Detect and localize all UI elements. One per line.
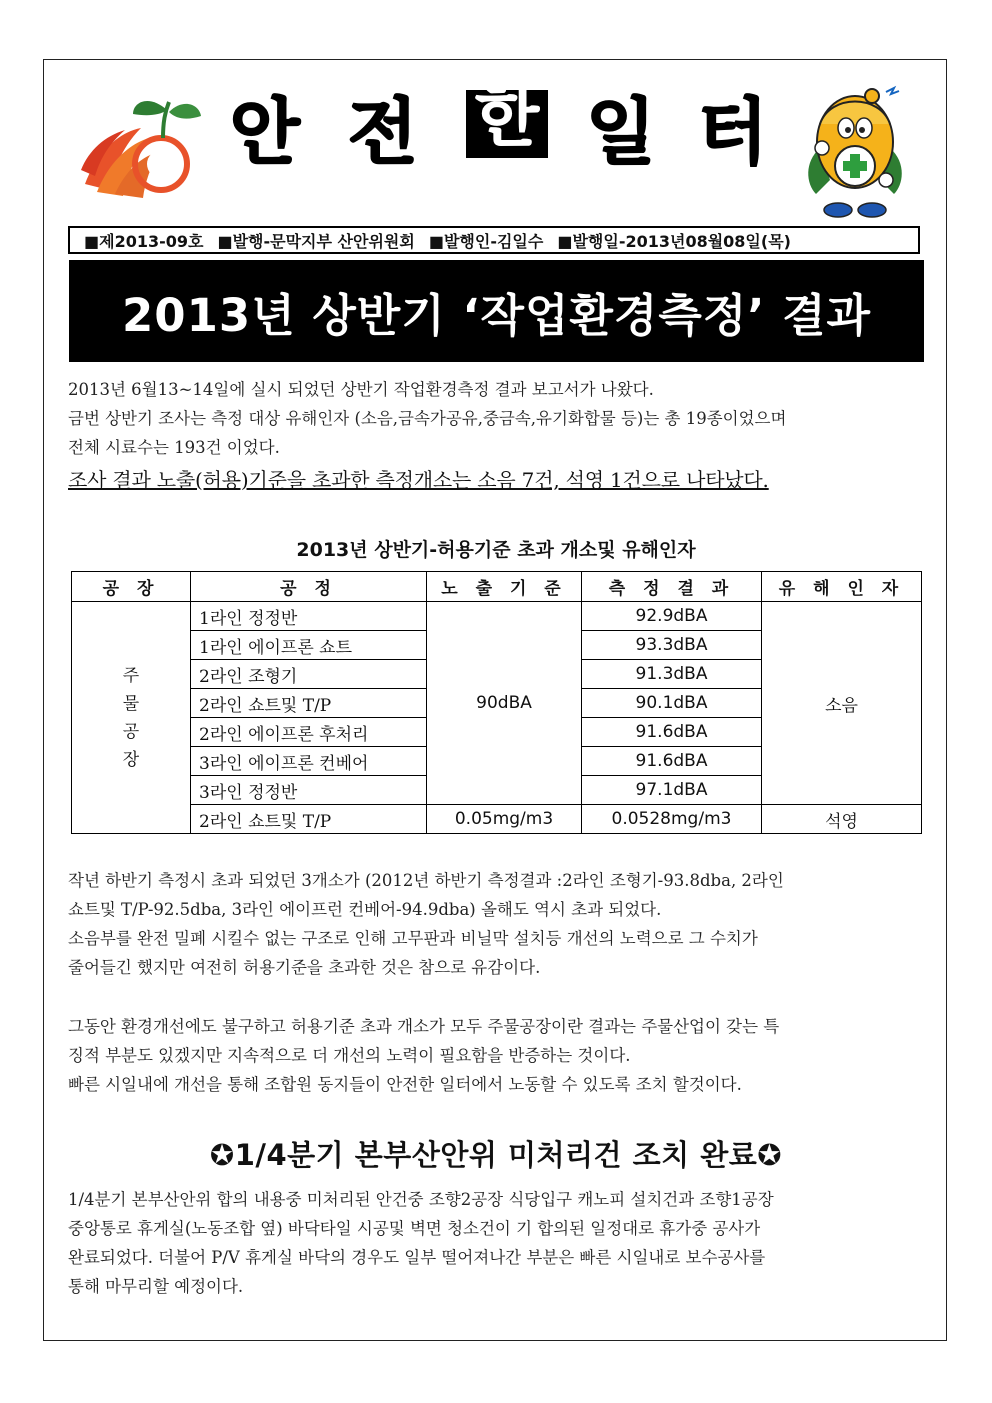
masthead-char: 안: [230, 90, 300, 174]
process-cell: 2라인 조형기: [191, 660, 427, 689]
column-header: 측 정 결 과: [582, 572, 762, 602]
table-row: [72, 602, 922, 631]
factory-char: 주: [122, 665, 140, 686]
column-header: 공 장: [72, 572, 191, 602]
result-cell: 90.1dBA: [582, 689, 762, 718]
masthead-char: 일: [586, 90, 656, 174]
factor-cell: 석영: [762, 805, 922, 834]
table-title: 2013년 상반기-허용기준 초과 개소및 유해인자: [296, 539, 696, 561]
column-header: 노 출 기 준: [427, 572, 582, 602]
publish-date: ■발행일-2013년08월08일(목): [557, 231, 791, 251]
union-logo: [75, 92, 205, 202]
key-finding-text: 조사 결과 노출(허용)기준을 초과한 측정개소는 소음 7건, 석영 1건으로 나타났다.: [68, 468, 769, 492]
result-cell: 92.9dBA: [582, 602, 762, 631]
factory-char: 장: [122, 749, 140, 770]
result-cell: 0.0528mg/m3: [582, 805, 762, 834]
body-paragraph-2: [68, 1012, 924, 1099]
factory-cell: [72, 602, 191, 834]
result-cell: 93.3dBA: [582, 631, 762, 660]
issue-number: ■제2013-09호: [84, 231, 204, 251]
body-line: 쇼트및 T/P-92.5dba, 3라인 에이프런 컨베어-94.9dba) 올해도 역시 초과 되었다.: [68, 900, 662, 919]
body-line: 소음부를 완전 밀폐 시킬수 없는 구조로 인해 고무판과 비닐막 설치등 개선의 노력으로 그 수치가: [68, 929, 758, 948]
factory-char: 공: [122, 721, 140, 742]
masthead-title: [220, 78, 780, 200]
intro-line: 2013년 6월13~14일에 실시 되었던 상반기 작업환경측정 결과 보고서가 나왔다.: [68, 380, 654, 399]
body-line: 완료되었다. 더불어 P/V 휴게실 바닥의 경우도 일부 떨어져나간 부분은 빠른 시일내로 보수공사를: [68, 1248, 766, 1267]
publisher: ■발행-문막지부 산안위원회: [217, 231, 415, 251]
column-header: 유 해 인 자: [762, 572, 922, 602]
standard-cell: 0.05mg/m3: [427, 805, 582, 834]
process-cell: 3라인 정정반: [191, 776, 427, 805]
process-cell: 2라인 에이프론 후처리: [191, 718, 427, 747]
masthead-boxed-char: [466, 78, 548, 158]
exceedance-table: [71, 571, 922, 834]
factory-char: 물: [122, 693, 140, 714]
body-line: 통해 마무리할 예정이다.: [68, 1277, 244, 1296]
result-cell: 97.1dBA: [582, 776, 762, 805]
masthead-char: 전: [348, 90, 418, 174]
table-header-row: [72, 572, 922, 602]
noise-factor-cell: 소음: [762, 602, 922, 805]
result-cell: 91.6dBA: [582, 747, 762, 776]
issue-info-bar: [68, 226, 920, 254]
intro-line: 전체 시료수는 193건 이었다.: [68, 438, 280, 457]
headline-banner: 2013년 상반기 ‘작업환경측정’ 결과: [69, 260, 924, 362]
body-line: 그동안 환경개선에도 불구하고 허용기준 초과 개소가 모두 주물공장이란 결과는 주물산업이 갖는 특: [68, 1017, 780, 1036]
result-cell: 91.6dBA: [582, 718, 762, 747]
section-heading: ✪1/4분기 본부산안위 미처리건 조치 완료✪: [209, 1138, 783, 1172]
result-cell: 91.3dBA: [582, 660, 762, 689]
process-cell: 3라인 에이프론 컨베어: [191, 747, 427, 776]
masthead-char: 터: [698, 90, 768, 174]
section-2-paragraph: [68, 1185, 924, 1301]
body-paragraph-1: [68, 866, 924, 982]
process-cell: 2라인 쇼트및 T/P: [191, 805, 427, 834]
editor: ■발행인-김일수: [428, 231, 544, 251]
table-row: [72, 805, 922, 834]
body-line: 줄어들긴 했지만 여전히 허용기준을 초과한 것은 참으로 유감이다.: [68, 958, 541, 977]
safety-mascot-illustration: [800, 84, 910, 224]
body-line: 빠른 시일내에 개선을 통해 조합원 동지들이 안전한 일터에서 노동할 수 있도록 조치 할것이다.: [68, 1075, 742, 1094]
body-line: 징적 부분도 있겠지만 지속적으로 더 개선의 노력이 필요함을 반증하는 것이다.: [68, 1046, 631, 1065]
column-header: 공 정: [191, 572, 427, 602]
intro-paragraph: [68, 375, 924, 462]
masthead-char: 한: [475, 78, 539, 155]
noise-standard-cell: 90dBA: [427, 602, 582, 805]
process-cell: 2라인 쇼트및 T/P: [191, 689, 427, 718]
intro-line: 금번 상반기 조사는 측정 대상 유해인자 (소음,금속가공유,중금속,유기화합물 등)는 총 19종이었으며: [68, 409, 787, 428]
body-line: 중앙통로 휴게실(노동조합 옆) 바닥타일 시공및 벽면 청소건이 기 합의된 일정대로 휴가중 공사가: [68, 1219, 761, 1238]
process-cell: 1라인 정정반: [191, 602, 427, 631]
process-cell: 1라인 에이프론 쇼트: [191, 631, 427, 660]
body-line: 작년 하반기 측정시 초과 되었던 3개소가 (2012년 하반기 측정결과 :2라인 조형기-93.8dba, 2라인: [68, 871, 784, 890]
body-line: 1/4분기 본부산안위 합의 내용중 미처리된 안건중 조향2공장 식당입구 캐노피 설치건과 조향1공장: [68, 1190, 774, 1209]
